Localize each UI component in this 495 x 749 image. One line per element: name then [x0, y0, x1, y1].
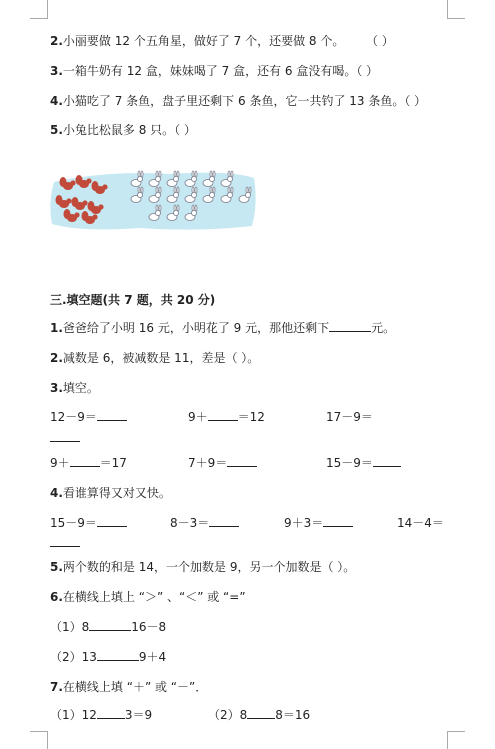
fill-question-5: 5.两个数的和是 14，一个加数是 9，另一个加数是（ ）。 — [50, 560, 356, 574]
crop-mark — [47, 731, 48, 749]
answer-blank[interactable] — [208, 410, 238, 421]
equation: 8－3＝ — [170, 516, 239, 530]
answer-blank[interactable] — [227, 456, 257, 467]
answer-blank[interactable] — [97, 516, 127, 527]
fill-question-7: 7.在横线上填 “＋” 或 “－”． — [50, 680, 208, 694]
fill-question-6: 6.在横线上填上 “＞” 、“＜” 或 “=” — [50, 590, 246, 604]
crop-mark — [30, 18, 48, 19]
equation: 14－4＝ — [397, 516, 444, 530]
question-4: 4.小猫吃了 7 条鱼，盘子里还剩下 6 条鱼，它一共钓了 13 条鱼。（ ） — [50, 94, 427, 108]
answer-blank[interactable] — [209, 516, 239, 527]
answer-blank[interactable] — [373, 456, 401, 467]
crop-mark — [30, 731, 48, 732]
equation: 7＋9＝ — [188, 456, 257, 470]
equation: 9＋3＝ — [284, 516, 353, 530]
operator-item: （1）12 3＝9 — [50, 708, 153, 722]
equation: 9＋ ＝17 — [50, 456, 127, 470]
compare-item: （2）13 9＋4 — [50, 650, 167, 664]
equation: 12－9＝ — [50, 410, 127, 424]
crop-mark — [447, 0, 448, 18]
compare-item: （1）8 16－8 — [50, 620, 167, 634]
fill-question-1: 1.爸爸给了小明 16 元，小明花了 9 元，那他还剩下 元。 — [50, 321, 396, 335]
answer-blank[interactable] — [247, 708, 275, 719]
answer-blank[interactable] — [50, 431, 80, 442]
answer-blank[interactable] — [329, 321, 371, 332]
question-5: 5.小兔比松鼠多 8 只。（ ） — [50, 123, 197, 137]
equation-wrap — [50, 536, 80, 550]
crop-mark — [47, 0, 48, 18]
equation-wrap — [50, 431, 80, 445]
section-title: 三.填空题(共 7 题，共 20 分) — [50, 293, 216, 307]
fill-question-3: 3.填空。 — [50, 381, 99, 395]
equation: 15－9＝ — [50, 516, 127, 530]
answer-blank[interactable] — [50, 536, 80, 547]
question-2: 2.小丽要做 12 个五角星，做好了 7 个，还要做 8 个。 — [50, 34, 345, 48]
crop-mark — [447, 18, 465, 19]
equation: 15－9＝ — [326, 456, 401, 470]
crop-mark — [447, 731, 448, 749]
squirrels-rabbits-illustration — [50, 168, 258, 232]
operator-item: （2）8 8＝16 — [208, 708, 311, 722]
answer-blank[interactable] — [97, 650, 139, 661]
answer-blank[interactable] — [70, 456, 100, 467]
answer-blank[interactable] — [323, 516, 353, 527]
equation: 17－9＝ — [326, 410, 373, 424]
fill-question-4: 4.看谁算得又对又快。 — [50, 486, 171, 500]
crop-mark — [447, 731, 465, 732]
answer-blank[interactable] — [89, 620, 131, 631]
fill-question-2: 2.减数是 6，被减数是 11，差是（ ）。 — [50, 351, 260, 365]
answer-paren[interactable]: （ ） — [366, 34, 394, 48]
question-3: 3.一箱牛奶有 12 盒，妹妹喝了 7 盒，还有 6 盒没有喝。（ ） — [50, 64, 379, 78]
answer-blank[interactable] — [97, 410, 127, 421]
equation: 9＋ ＝12 — [188, 410, 265, 424]
answer-blank[interactable] — [97, 708, 125, 719]
